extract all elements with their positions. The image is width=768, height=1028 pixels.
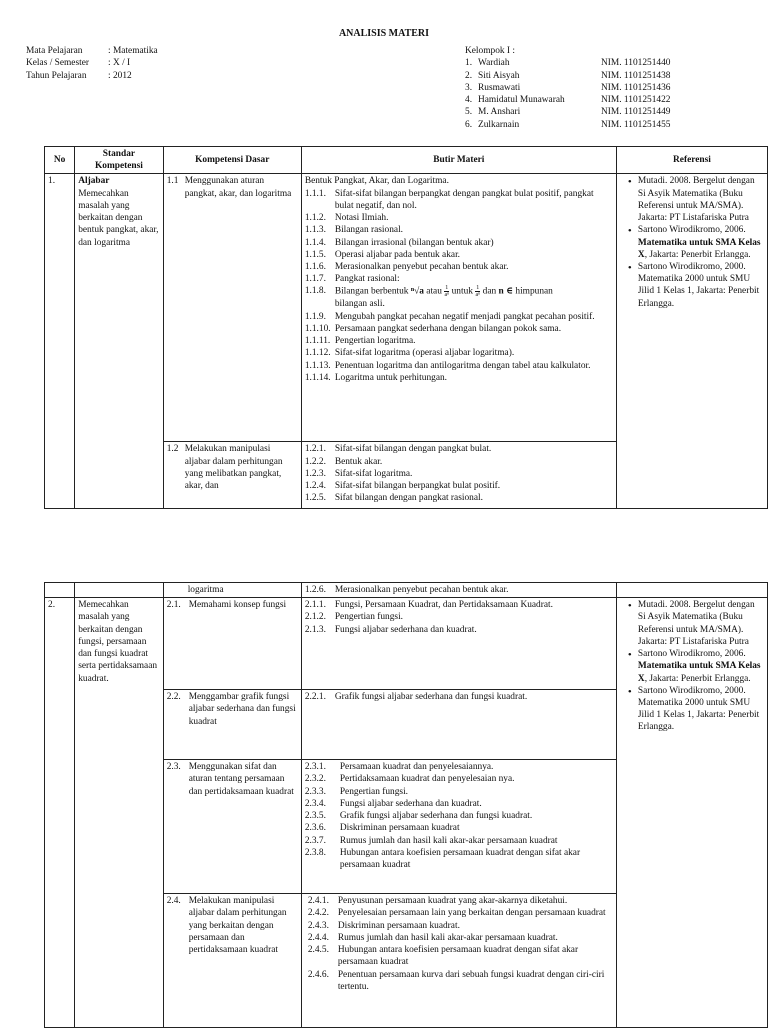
- item-number: 1.2.2.: [304, 456, 326, 467]
- kd-item: [167, 691, 298, 728]
- item-number: 1.1.12.: [304, 348, 331, 359]
- item-number: 2.3.7.: [304, 835, 326, 846]
- kompetensi-dasar-cell: [163, 760, 301, 894]
- kd-number: 2.4.: [166, 896, 181, 907]
- analysis-table-part-1: [44, 146, 768, 509]
- item-number: 2.1.1.: [304, 600, 326, 611]
- kd-item: [167, 761, 298, 798]
- item-number: 1.1.9.: [304, 311, 326, 322]
- header-butir-materi: Butir Materi: [301, 147, 616, 174]
- member-name: Hamidatul Munawarah: [478, 95, 565, 106]
- list-item: [305, 492, 613, 504]
- list-item: [305, 456, 613, 468]
- item-number: 1.2.5.: [304, 493, 326, 504]
- list-item: [305, 786, 613, 798]
- kd-text: Melakukan manipulasi aljabar dalam perhitungan yang berkaitan dengan persamaan dan pertidaksamaan kuadrat: [188, 896, 287, 956]
- item-text: Bentuk akar.: [334, 456, 383, 467]
- item-text: Grafik fungsi aljabar sederhana dan fungsi kuadrat.: [339, 811, 533, 822]
- item-text: Bilangan rasional.: [334, 225, 404, 236]
- text-fragment: himpunan: [515, 287, 553, 298]
- item-text: Hubungan antara koefisien persamaan kuadrat dengan sifat akar persamaan kuadrat: [337, 945, 579, 968]
- ref-text: Sartono Wirodikromo, 2006.: [637, 225, 746, 236]
- item-text: Fungsi aljabar sederhana dan kuadrat.: [334, 624, 477, 635]
- member-no: 2.: [465, 70, 473, 81]
- text-fragment: Bilangan berbentuk: [334, 287, 409, 298]
- ref-text: Mutadi. 2008. Bergelut dengan Si Asyik Matematika (Buku Referensi untuk MA/SMA). Jakarta: PT Listafariska Putra: [637, 600, 755, 647]
- kd-text: Menggambar grafik fungsi aljabar sederhana dan fungsi kuadrat: [188, 692, 296, 727]
- table-row: [45, 598, 768, 690]
- butir-materi-cell: [301, 583, 616, 598]
- list-item: [305, 822, 613, 834]
- reference-item: [630, 175, 764, 224]
- item-number: 1.1.3.: [304, 225, 326, 236]
- sk-text: Memecahkan masalah yang berkaitan dengan bentuk pangkat, akar, dan logaritma: [78, 188, 159, 248]
- kd-text: Melakukan manipulasi aljabar dalam perhitungan yang melibatkan pangkat, akar, dan: [184, 444, 283, 492]
- header-kompetensi-dasar: Kompetensi Dasar: [163, 147, 301, 174]
- member-row: [465, 106, 670, 118]
- list-item: [308, 969, 613, 993]
- standar-kompetensi-cell: Memecahkan masalah yang berkaitan dengan fungsi, persamaan dan fungsi kuadrat serta pertidaksamaan kuadrat.: [75, 598, 163, 1028]
- member-row: [465, 57, 670, 69]
- item-text: Sifat bilangan dengan pangkat rasional.: [334, 493, 483, 504]
- referensi-cell: [616, 583, 767, 598]
- item-text: Sifat-sifat logaritma (operasi aljabar logaritma).: [334, 348, 515, 359]
- item-number: 1.1.1.: [304, 188, 326, 199]
- reference-item: [630, 648, 764, 685]
- list-item: [305, 224, 613, 236]
- list-item: [305, 443, 613, 455]
- ref-text: , Jakarta: Penerbit Erlangga.: [644, 673, 751, 684]
- item-text: Merasionalkan penyebut pecahan bentuk akar.: [334, 261, 509, 272]
- member-no: 5.: [465, 107, 473, 118]
- item-number: 1.2.6.: [304, 585, 326, 595]
- list-item: [305, 212, 613, 224]
- ref-book-title: Matematika untuk SMA Kelas X: [637, 237, 761, 260]
- meta-row: [26, 70, 158, 82]
- item-text: Logaritma untuk perhitungan.: [334, 372, 448, 383]
- item-number: 2.1.3.: [304, 624, 326, 635]
- item-number: 1.1.11.: [304, 336, 331, 347]
- item-text: Penentuan logaritma dan antilogaritma dengan tabel atau kalkulator.: [334, 360, 591, 371]
- item-text: Pengertian logaritma.: [334, 336, 416, 347]
- member-row: [465, 70, 670, 82]
- list-item: [305, 347, 613, 359]
- item-text: Bilangan irrasional (bilangan bentuk akar): [334, 237, 494, 248]
- item-number: 1.1.14.: [304, 372, 331, 383]
- group-members: [465, 45, 670, 131]
- group-title: Kelompok I :: [465, 46, 515, 56]
- analysis-table-part-2: [44, 582, 768, 1028]
- butir-materi-cell: [301, 174, 616, 442]
- set-notation: n ∈: [498, 287, 514, 298]
- list-item: [305, 311, 613, 323]
- item-number: 1.1.5.: [304, 249, 326, 260]
- item-number: 1.2.3.: [304, 468, 326, 479]
- fraction: [475, 285, 480, 298]
- table-header-row: [45, 147, 768, 174]
- item-text: Penyusunan persamaan kuadrat yang akar-akarnya diketahui.: [337, 896, 568, 907]
- member-row: [465, 82, 670, 94]
- item-text: Pertidaksamaan kuadrat dan penyelesaian nya.: [339, 774, 515, 785]
- reference-item: [630, 261, 764, 310]
- kd-item: [167, 175, 298, 199]
- list-item: [305, 360, 613, 372]
- kd-text: Menggunakan aturan pangkat, akar, dan logaritma: [184, 176, 292, 199]
- fraction-numerator: 1: [445, 285, 449, 292]
- list-item: [305, 773, 613, 785]
- item-number: 2.3.3.: [304, 786, 326, 797]
- item-number: 1.1.10.: [304, 323, 331, 334]
- item-text: Sifat-sifat bilangan berpangkat dengan pangkat bulat positif, pangkat bulat negatif, dan nol.: [334, 188, 594, 211]
- meta-key: Kelas / Semester: [26, 58, 90, 69]
- list-item: [308, 932, 613, 944]
- kd-number: 2.3.: [166, 762, 181, 773]
- kompetensi-dasar-cell: [163, 690, 301, 760]
- item-text: Penyelesaian persamaan lain yang berkaitan dengan persamaan kuadrat: [337, 908, 606, 919]
- item-number: 2.4.1.: [307, 896, 329, 907]
- item-number: 1.2.4.: [304, 481, 326, 492]
- referensi-cell: [616, 598, 767, 1028]
- item-text: Notasi Ilmiah.: [334, 213, 389, 224]
- item-text: Mengubah pangkat pecahan negatif menjadi pangkat pecahan positif.: [334, 311, 595, 322]
- list-item: [305, 249, 613, 261]
- item-number: 1.1.2.: [304, 213, 326, 224]
- member-row: [465, 119, 670, 131]
- item-text: Persamaan pangkat sederhana dengan bilangan pokok sama.: [334, 323, 562, 334]
- reference-item: [630, 599, 764, 648]
- item-text: Hubungan antara koefisien persamaan kuadrat dengan sifat akar persamaan kuadrat: [339, 847, 581, 870]
- header-no: No: [45, 147, 75, 174]
- list-item: [305, 847, 613, 871]
- kompetensi-dasar-cell: [163, 894, 301, 1028]
- ref-text: Sartono Wirodikromo, 2000. Matematika 2000 untuk SMU Jilid 1 Kelas 1, Jakarta: Penerbit Erlangga.: [637, 261, 760, 309]
- kd-number: 1.1: [166, 176, 179, 187]
- kompetensi-dasar-cell: [163, 442, 301, 509]
- header-standar-kompetensi: Standar Kompetensi: [75, 147, 163, 174]
- member-name: Siti Aisyah: [478, 70, 520, 81]
- item-text: Sifat-sifat bilangan dengan pangkat bulat.: [334, 444, 492, 455]
- item-text: Pengertian fungsi.: [334, 612, 404, 623]
- item-number: 1.1.4.: [304, 237, 326, 248]
- item-text: Rumus jumlah dan hasil kali akar-akar persamaan kuadrat: [339, 835, 558, 846]
- radical-expression: ⁿ√a: [410, 287, 424, 298]
- kd-item: [167, 599, 298, 611]
- text-fragment: atau: [426, 287, 442, 298]
- item-number: 1.1.7.: [304, 274, 326, 285]
- reference-item: [630, 224, 764, 261]
- meta-value: : Matematika: [108, 46, 158, 56]
- kd-number: 2.2.: [166, 692, 181, 703]
- list-item: [305, 798, 613, 810]
- item-number: 2.1.2.: [304, 612, 326, 623]
- fraction-denominator: aⁿ: [475, 292, 481, 299]
- item-text: Pengertian fungsi.: [339, 786, 409, 797]
- list-item: [305, 611, 613, 623]
- item-text: [335, 285, 553, 310]
- standar-kompetensi-cell: [75, 583, 163, 598]
- item-number: 1.1.6.: [304, 261, 326, 272]
- item-number: 2.4.6.: [307, 969, 329, 980]
- list-item: [305, 323, 613, 335]
- item-text: Sifat-sifat logaritma.: [334, 468, 413, 479]
- member-no: 4.: [465, 95, 473, 106]
- member-name: Wardiah: [478, 58, 510, 69]
- butir-materi-cell: [301, 442, 616, 509]
- item-text: Diskriminan persamaan kuadrat.: [337, 920, 460, 931]
- list-item: [305, 691, 613, 703]
- kd-item: [167, 895, 298, 956]
- item-text: Operasi aljabar pada bentuk akar.: [334, 249, 461, 260]
- item-text: Grafik fungsi aljabar sederhana dan fungsi kuadrat.: [334, 692, 528, 703]
- list-item: [308, 920, 613, 932]
- row-number: 2.: [45, 598, 75, 1028]
- item-text: Rumus jumlah dan hasil kali akar-akar persamaan kuadrat.: [337, 932, 558, 943]
- table-row: [45, 174, 768, 442]
- ref-text: Mutadi. 2008. Bergelut dengan Si Asyik Matematika (Buku Referensi untuk MA/SMA). Jakarta: PT Listafariska Putra: [637, 176, 755, 224]
- list-item: [305, 835, 613, 847]
- item-number: 2.4.4.: [307, 932, 329, 943]
- item-text: Diskriminan persamaan kuadrat: [339, 823, 460, 834]
- list-item: [305, 372, 613, 384]
- item-number: 2.4.3.: [307, 920, 329, 931]
- list-item: [308, 944, 613, 968]
- table-row-continued: [45, 583, 768, 598]
- meta-row: [26, 45, 158, 57]
- member-nim: NIM. 1101251436: [601, 82, 671, 93]
- kd-text: Menggunakan sifat dan aturan tentang persamaan dan pertidaksamaan kuadrat: [188, 762, 294, 797]
- row-number: [45, 583, 75, 598]
- item-number: 2.3.2.: [304, 774, 326, 785]
- item-text: Merasionalkan penyebut pecahan bentuk akar.: [334, 585, 509, 595]
- kompetensi-dasar-cell: [163, 174, 301, 442]
- member-name: Zulkarnain: [478, 119, 520, 130]
- kd-item: [167, 443, 298, 492]
- item-text: Sifat-sifat bilangan berpangkat bulat positif.: [334, 481, 501, 492]
- item-number: 2.3.5.: [304, 811, 326, 822]
- butir-materi-cell: [301, 760, 616, 894]
- item-number: 1.1.8.: [304, 286, 326, 297]
- list-item: [308, 907, 613, 919]
- item-number: 1.1.13.: [304, 360, 331, 371]
- member-name: M. Anshari: [478, 107, 521, 118]
- kd-number: 2.1.: [166, 600, 181, 611]
- list-item: [305, 188, 613, 212]
- member-no: 3.: [465, 82, 473, 93]
- item-text: Penentuan persamaan kurva dari sebuah fungsi kuadrat dengan ciri-ciri tertentu.: [337, 969, 605, 992]
- document-title: ANALISIS MATERI: [338, 28, 430, 39]
- item-number: 2.3.4.: [304, 798, 326, 809]
- kd-text: Memahami konsep fungsi: [188, 600, 287, 611]
- item-number: 2.4.2.: [307, 908, 329, 919]
- ref-text: Sartono Wirodikromo, 2006.: [637, 649, 746, 660]
- member-nim: NIM. 1101251449: [601, 107, 671, 118]
- kompetensi-dasar-cell: logaritma: [163, 583, 301, 598]
- list-item: [305, 261, 613, 273]
- butir-materi-cell: [301, 690, 616, 760]
- list-item: [305, 273, 613, 285]
- standar-kompetensi-cell: [75, 174, 163, 509]
- subject-info: [26, 45, 158, 82]
- ref-text: Sartono Wirodikromo, 2000. Matematika 2000 untuk SMU Jilid 1 Kelas 1, Jakarta: Penerbit Erlangga.: [637, 685, 760, 733]
- item-number: 2.3.8.: [304, 847, 326, 858]
- fraction-numerator: 1: [476, 285, 480, 292]
- item-text: Persamaan kuadrat dan penyelesaiannya.: [339, 762, 494, 773]
- header-referensi: Referensi: [616, 147, 767, 174]
- member-nim: NIM. 1101251455: [601, 119, 671, 130]
- item-number: 2.3.1.: [304, 762, 326, 773]
- reference-item: [630, 685, 764, 734]
- item-number: 2.2.1.: [304, 692, 326, 703]
- list-item: [305, 761, 613, 773]
- item-number: 1.2.1.: [304, 444, 326, 455]
- member-row: [465, 94, 670, 106]
- ref-book-title: Matematika untuk SMA Kelas X: [637, 661, 761, 684]
- member-name: Rusmawati: [478, 82, 521, 93]
- list-item: [305, 237, 613, 249]
- list-item: [305, 335, 613, 347]
- item-text: Fungsi aljabar sederhana dan kuadrat.: [339, 798, 482, 809]
- member-no: 6.: [465, 119, 473, 130]
- ref-text: , Jakarta: Penerbit Erlangga.: [644, 249, 751, 260]
- item-number: 2.3.6.: [304, 823, 326, 834]
- kompetensi-dasar-cell: [163, 598, 301, 690]
- item-text: Fungsi, Persamaan Kuadrat, dan Pertidaksamaan Kuadrat.: [334, 600, 553, 611]
- meta-value: : X / I: [108, 58, 131, 69]
- meta-row: [26, 57, 158, 69]
- list-item: [308, 895, 613, 907]
- meta-key: Tahun Pelajaran: [26, 70, 87, 81]
- member-nim: NIM. 1101251440: [601, 58, 671, 69]
- reference-list: [620, 599, 764, 733]
- kd-number: 1.2: [166, 444, 179, 455]
- text-fragment: untuk: [451, 287, 473, 298]
- meta-key: Mata Pelajaran: [26, 46, 83, 56]
- list-item-radical: [305, 285, 613, 310]
- member-nim: NIM. 1101251438: [601, 70, 671, 81]
- referensi-cell: [616, 174, 767, 509]
- butir-materi-cell: [301, 598, 616, 690]
- butir-materi-cell: [301, 894, 616, 1028]
- row-number: 1.: [45, 174, 75, 509]
- member-nim: NIM. 1101251422: [601, 95, 671, 106]
- sk-heading: Aljabar: [78, 176, 110, 187]
- text-fragment: dan: [482, 287, 497, 298]
- meta-value: : 2012: [108, 70, 132, 81]
- list-item: [305, 810, 613, 822]
- list-item: [305, 480, 613, 492]
- item-text: Pangkat rasional:: [334, 274, 400, 285]
- member-no: 1.: [465, 58, 473, 69]
- list-item: [305, 468, 613, 480]
- fraction-denominator: aⁿ: [444, 292, 450, 299]
- list-item: [305, 599, 613, 611]
- item-number: 2.4.5.: [307, 945, 329, 956]
- reference-list: [620, 175, 764, 309]
- list-item: [305, 624, 613, 636]
- text-fragment: bilangan asli.: [334, 299, 385, 310]
- bm-intro: Bentuk Pangkat, Akar, dan Logaritma.: [304, 176, 449, 187]
- fraction: [444, 285, 449, 298]
- list-item: [305, 584, 613, 596]
